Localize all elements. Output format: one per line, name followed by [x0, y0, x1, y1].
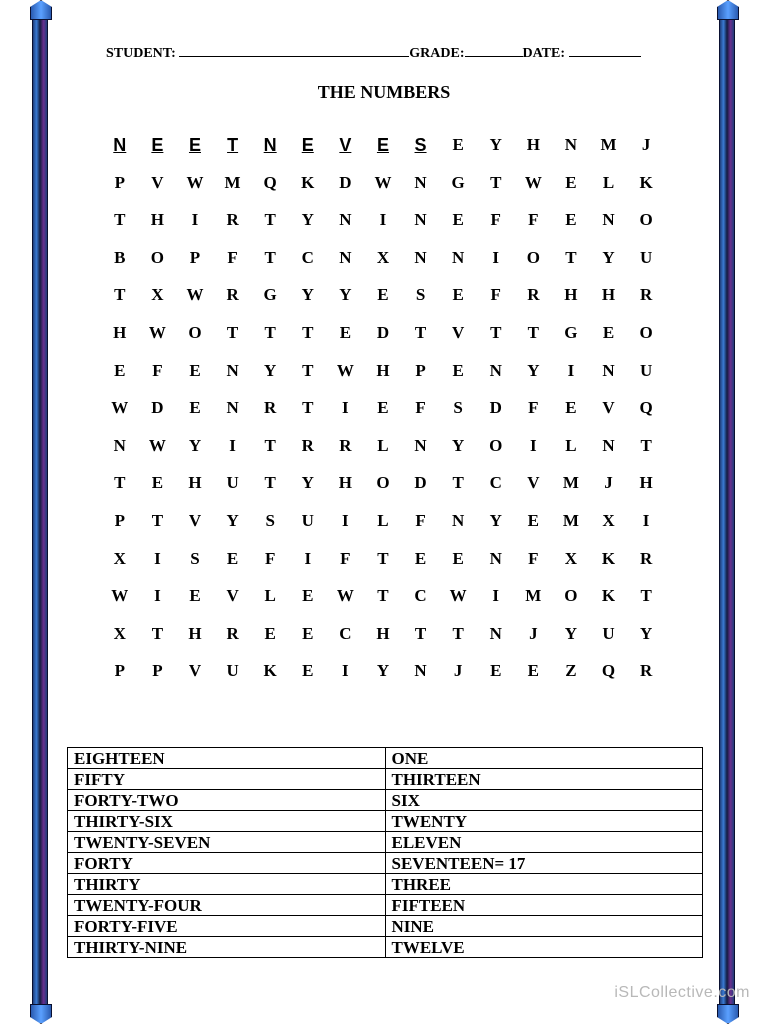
grid-letter[interactable]: N	[602, 210, 615, 230]
grid-letter[interactable]: J	[604, 473, 613, 493]
grid-letter[interactable]: M	[224, 172, 241, 192]
grid-letter[interactable]: R	[639, 661, 653, 681]
grid-letter[interactable]: T	[565, 247, 577, 267]
grid-letter[interactable]: V	[452, 322, 465, 342]
grid-letter[interactable]: E	[339, 322, 352, 342]
student-name-blank[interactable]	[179, 44, 409, 57]
grid-letter[interactable]: C	[339, 623, 352, 643]
grid-letter[interactable]: I	[191, 210, 199, 230]
grid-letter[interactable]: E	[302, 623, 314, 643]
grid-letter[interactable]: E	[527, 661, 539, 681]
grid-letter[interactable]: Y	[489, 135, 502, 154]
grid-letter[interactable]: O	[489, 435, 503, 455]
word-cell: TWENTY	[385, 811, 703, 832]
word-cell: TWENTY-FOUR	[68, 895, 386, 916]
grid-letter[interactable]: H	[376, 623, 390, 643]
grid-letter[interactable]: D	[339, 172, 352, 192]
grid-letter[interactable]: D	[376, 322, 390, 342]
grid-letter[interactable]: I	[642, 510, 650, 530]
grid-letter[interactable]: F	[528, 548, 539, 568]
grid-letter[interactable]: N	[414, 435, 427, 455]
word-cell: THREE	[385, 874, 703, 895]
grid-letter[interactable]: G	[564, 322, 578, 342]
word-cell: TWENTY-SEVEN	[68, 832, 386, 853]
grid-letter[interactable]: S	[415, 285, 426, 305]
grade-label: GRADE:	[409, 46, 465, 61]
grid-letter[interactable]: D	[414, 473, 427, 493]
grid-row	[101, 391, 665, 429]
grid-row	[101, 166, 665, 204]
grid-letter[interactable]: T	[452, 473, 464, 493]
grid-letter[interactable]: Q	[263, 172, 277, 192]
grid-letter[interactable]: T	[640, 435, 652, 455]
word-search-grid	[101, 128, 665, 692]
table-row	[68, 790, 703, 811]
grid-letter[interactable]: L	[377, 510, 389, 530]
grid-letter[interactable]: T	[226, 322, 239, 342]
word-cell: THIRTY-SIX	[68, 811, 386, 832]
grid-letter[interactable]: F	[528, 398, 539, 418]
grid-letter[interactable]: N	[489, 360, 502, 380]
grid-letter[interactable]: Y	[301, 210, 314, 230]
grid-letter[interactable]: E	[565, 398, 577, 418]
grid-letter[interactable]: E	[302, 586, 314, 606]
watermark: iSLCollective.com	[614, 984, 750, 1001]
grid-letter[interactable]: T	[151, 623, 164, 643]
grid-letter[interactable]: E	[189, 586, 201, 606]
grid-letter[interactable]: O	[639, 322, 653, 342]
grid-letter[interactable]: Q	[601, 661, 616, 681]
grid-letter[interactable]: G	[451, 172, 465, 192]
grid-row	[101, 203, 665, 241]
grid-letter[interactable]: E	[189, 398, 201, 418]
grid-letter[interactable]: W	[374, 172, 392, 192]
word-cell: FORTY-TWO	[68, 790, 386, 811]
word-cell: NINE	[385, 916, 703, 937]
grid-letter[interactable]: Y	[188, 435, 202, 455]
grid-letter[interactable]: N	[339, 210, 352, 230]
grid-letter[interactable]: U	[226, 473, 239, 493]
table-row	[68, 832, 703, 853]
grid-letter[interactable]: V	[339, 135, 352, 155]
word-cell: FIFTEEN	[385, 895, 703, 916]
grid-letter[interactable]: J	[453, 661, 463, 681]
word-cell: ONE	[385, 748, 703, 769]
left-decorative-border	[32, 0, 48, 1024]
grid-letter[interactable]: I	[229, 435, 236, 455]
grid-letter[interactable]: H	[564, 285, 578, 305]
grid-letter[interactable]: Y	[452, 435, 465, 455]
table-row	[68, 916, 703, 937]
grid-letter[interactable]: N	[564, 135, 578, 154]
grid-letter[interactable]: N	[226, 360, 239, 380]
grid-letter[interactable]: K	[601, 586, 616, 606]
grid-letter[interactable]: F	[490, 210, 501, 230]
grid-letter[interactable]: E	[602, 322, 615, 342]
grid-letter[interactable]: O	[639, 210, 653, 230]
grid-letter[interactable]: H	[188, 623, 202, 643]
grid-letter[interactable]: U	[301, 510, 314, 530]
grid-letter[interactable]: V	[151, 172, 164, 192]
word-cell: FIFTY	[68, 769, 386, 790]
grid-letter[interactable]: T	[302, 398, 314, 418]
grid-letter[interactable]: M	[562, 473, 579, 493]
grid-row	[101, 429, 665, 467]
grid-letter[interactable]: O	[376, 473, 390, 493]
grid-letter[interactable]: Y	[301, 285, 314, 305]
grid-letter[interactable]: E	[264, 623, 276, 643]
grid-letter[interactable]: N	[226, 398, 239, 418]
grid-letter[interactable]: T	[490, 322, 502, 342]
grid-letter[interactable]: M	[525, 586, 542, 606]
grid-letter[interactable]: E	[151, 135, 164, 155]
word-cell: THIRTEEN	[385, 769, 703, 790]
grid-letter[interactable]: W	[111, 586, 129, 606]
grid-letter[interactable]: U	[639, 360, 653, 380]
grid-letter[interactable]: X	[564, 548, 578, 568]
grid-row	[101, 466, 665, 504]
grid-letter[interactable]: H	[150, 210, 164, 230]
grid-row	[101, 354, 665, 392]
grid-letter[interactable]: N	[452, 510, 465, 530]
grid-letter[interactable]: R	[639, 285, 653, 305]
grid-letter[interactable]: I	[342, 510, 349, 530]
grid-letter[interactable]: E	[377, 398, 389, 418]
grid-letter[interactable]: S	[265, 510, 275, 530]
grid-letter[interactable]: E	[565, 172, 577, 192]
table-row	[68, 937, 703, 958]
grid-letter[interactable]: I	[342, 398, 349, 418]
grid-letter[interactable]: I	[304, 548, 312, 568]
grid-letter[interactable]: H	[376, 360, 390, 380]
grid-row	[101, 617, 665, 655]
grid-letter[interactable]: U	[602, 623, 615, 643]
grid-letter[interactable]: E	[565, 210, 577, 230]
grid-letter[interactable]: E	[452, 360, 464, 380]
table-row	[68, 748, 703, 769]
grid-letter[interactable]: K	[639, 172, 653, 192]
grid-letter[interactable]: Y	[301, 473, 314, 493]
grid-letter[interactable]: N	[414, 661, 427, 681]
grid-letter[interactable]: R	[264, 398, 277, 418]
grade-blank[interactable]	[465, 44, 523, 57]
table-row	[68, 895, 703, 916]
grid-letter[interactable]: V	[226, 586, 239, 606]
word-cell: FORTY	[68, 853, 386, 874]
grid-letter[interactable]: X	[376, 247, 390, 267]
grid-letter[interactable]: I	[567, 360, 575, 380]
grid-row	[101, 504, 665, 542]
grid-letter[interactable]: T	[490, 172, 502, 192]
grid-letter[interactable]: U	[226, 661, 239, 681]
word-cell: SIX	[385, 790, 703, 811]
word-cell: ELEVEN	[385, 832, 703, 853]
grid-letter[interactable]: O	[188, 322, 202, 342]
grid-letter[interactable]: T	[114, 210, 126, 230]
grid-letter[interactable]: R	[527, 285, 540, 305]
grid-letter[interactable]: H	[526, 135, 540, 154]
grid-letter[interactable]: F	[490, 285, 501, 305]
grid-letter[interactable]: H	[601, 285, 616, 305]
grid-letter[interactable]: V	[527, 473, 540, 493]
word-cell: THIRTY-NINE	[68, 937, 386, 958]
grid-letter[interactable]: X	[151, 285, 164, 305]
grid-letter[interactable]: E	[452, 135, 464, 154]
grid-letter[interactable]: X	[113, 623, 126, 643]
grid-letter[interactable]: C	[301, 247, 314, 267]
grid-letter[interactable]: O	[150, 247, 164, 267]
grid-letter[interactable]: T	[377, 586, 389, 606]
grid-letter[interactable]: D	[489, 398, 502, 418]
student-label: STUDENT:	[106, 46, 176, 61]
word-cell: TWELVE	[385, 937, 703, 958]
grid-letter[interactable]: E	[452, 210, 464, 230]
grid-letter[interactable]: H	[639, 473, 653, 493]
grid-letter[interactable]: C	[414, 586, 427, 606]
grid-letter[interactable]: Y	[489, 510, 502, 530]
grid-letter[interactable]: O	[564, 586, 578, 606]
grid-letter[interactable]: T	[264, 210, 276, 230]
date-blank[interactable]	[569, 44, 641, 57]
grid-letter[interactable]: W	[186, 285, 204, 305]
grid-letter[interactable]: P	[415, 360, 426, 380]
grid-letter[interactable]: Y	[564, 623, 578, 643]
grid-row	[101, 542, 665, 580]
page-title: THE NUMBERS	[317, 82, 451, 102]
table-row	[68, 769, 703, 790]
right-decorative-border	[719, 0, 735, 1024]
grid-letter[interactable]: T	[264, 322, 276, 342]
grid-letter[interactable]: R	[226, 285, 239, 305]
grid-letter[interactable]: F	[152, 360, 163, 380]
word-list-table	[67, 747, 703, 958]
word-cell: EIGHTEEN	[68, 748, 386, 769]
grid-letter[interactable]: Q	[639, 398, 653, 418]
grid-letter[interactable]: N	[489, 623, 502, 643]
grid-row	[101, 278, 665, 316]
grid-letter[interactable]: L	[377, 435, 389, 455]
word-cell: FORTY-FIVE	[68, 916, 386, 937]
grid-letter[interactable]: C	[489, 473, 502, 493]
grid-letter[interactable]: T	[527, 322, 539, 342]
student-info-line	[106, 44, 666, 62]
grid-letter[interactable]: N	[452, 247, 465, 267]
grid-letter[interactable]: Y	[376, 661, 390, 681]
grid-letter[interactable]: E	[527, 510, 539, 530]
grid-letter[interactable]: N	[339, 247, 352, 267]
grid-letter[interactable]: W	[336, 360, 354, 380]
grid-letter[interactable]: S	[414, 135, 427, 155]
grid-letter[interactable]: E	[376, 135, 389, 155]
grid-letter[interactable]: M	[600, 135, 617, 154]
grid-letter[interactable]: R	[226, 210, 239, 230]
table-row	[68, 853, 703, 874]
grid-letter[interactable]: N	[489, 548, 502, 568]
grid-letter[interactable]: N	[602, 435, 615, 455]
grid-letter[interactable]: E	[452, 548, 464, 568]
grid-letter[interactable]: H	[188, 473, 202, 493]
grid-letter[interactable]: T	[452, 623, 464, 643]
grid-letter[interactable]: R	[639, 548, 653, 568]
grid-letter[interactable]: K	[263, 661, 277, 681]
grid-letter[interactable]: N	[414, 172, 427, 192]
grid-letter[interactable]: W	[148, 322, 166, 342]
grid-letter[interactable]: N	[263, 135, 277, 155]
grid-letter[interactable]: T	[114, 473, 126, 493]
grid-letter[interactable]: T	[264, 247, 276, 267]
grid-letter[interactable]: N	[414, 247, 427, 267]
grid-letter[interactable]: V	[188, 661, 202, 681]
grid-letter[interactable]: Y	[226, 510, 239, 530]
grid-letter[interactable]: I	[530, 435, 537, 455]
grid-letter[interactable]: P	[152, 661, 163, 681]
grid-letter[interactable]: E	[377, 285, 389, 305]
grid-letter[interactable]: D	[151, 398, 164, 418]
grid-letter[interactable]: F	[264, 548, 276, 568]
grid-letter[interactable]: E	[414, 548, 427, 568]
grid-letter[interactable]: I	[379, 210, 387, 230]
grid-letter[interactable]: I	[154, 586, 161, 606]
grid-letter[interactable]: F	[415, 398, 426, 418]
grid-letter[interactable]: V	[188, 510, 202, 530]
grid-letter[interactable]: S	[453, 398, 463, 418]
grid-letter[interactable]: M	[562, 510, 579, 530]
grid-letter[interactable]: N	[602, 360, 615, 380]
grid-letter[interactable]: E	[151, 473, 164, 493]
word-cell: THIRTY	[68, 874, 386, 895]
grid-letter[interactable]: R	[301, 435, 314, 455]
word-cell: SEVENTEEN= 17	[385, 853, 703, 874]
grid-letter[interactable]: O	[526, 247, 540, 267]
grid-letter[interactable]: I	[492, 247, 500, 267]
grid-letter[interactable]: T	[151, 510, 164, 530]
grid-letter[interactable]: P	[189, 247, 201, 267]
grid-letter[interactable]: F	[528, 210, 539, 230]
grid-letter[interactable]: H	[113, 322, 127, 342]
grid-letter[interactable]: J	[641, 135, 651, 154]
grid-letter[interactable]: H	[338, 473, 352, 493]
grid-letter[interactable]: E	[226, 548, 239, 568]
grid-letter[interactable]: J	[529, 623, 538, 643]
grid-letter[interactable]: T	[414, 322, 427, 342]
grid-letter[interactable]: W	[148, 435, 166, 455]
grid-letter[interactable]: E	[490, 661, 502, 681]
grid-letter[interactable]: T	[414, 623, 427, 643]
grid-letter[interactable]: K	[301, 172, 315, 192]
grid-letter[interactable]: T	[264, 435, 276, 455]
table-row	[68, 874, 703, 895]
grid-row	[101, 654, 665, 692]
grid-letter[interactable]: X	[602, 510, 615, 530]
grid-row	[101, 579, 665, 617]
grid-letter[interactable]: I	[154, 548, 161, 568]
grid-letter[interactable]: N	[414, 210, 427, 230]
grid-letter[interactable]: Y	[264, 360, 277, 380]
grid-letter[interactable]: Y	[527, 360, 540, 380]
grid-letter[interactable]: L	[602, 172, 615, 192]
grid-letter[interactable]: P	[114, 172, 125, 192]
grid-letter[interactable]: W	[186, 172, 204, 192]
grid-letter[interactable]: T	[114, 285, 126, 305]
grid-letter[interactable]: W	[111, 398, 129, 418]
grid-letter[interactable]: T	[227, 135, 239, 155]
grid-letter[interactable]: E	[301, 135, 314, 155]
grid-letter[interactable]: V	[602, 398, 615, 418]
grid-letter[interactable]: R	[226, 623, 239, 643]
grid-letter[interactable]: Y	[602, 247, 615, 267]
grid-letter[interactable]: K	[601, 548, 616, 568]
grid-letter[interactable]: R	[339, 435, 352, 455]
grid-letter[interactable]: Z	[565, 661, 577, 681]
grid-row	[101, 128, 665, 166]
grid-letter[interactable]: B	[114, 247, 126, 267]
grid-letter[interactable]: L	[264, 586, 276, 606]
grid-letter[interactable]: X	[113, 548, 126, 568]
grid-letter[interactable]: E	[302, 661, 314, 681]
grid-letter[interactable]: N	[113, 135, 127, 155]
grid-letter[interactable]: I	[342, 661, 349, 681]
grid-row	[101, 316, 665, 354]
grid-letter[interactable]: Y	[639, 623, 653, 643]
grid-letter[interactable]: U	[639, 247, 653, 267]
table-row	[68, 811, 703, 832]
grid-letter[interactable]: W	[524, 172, 542, 192]
grid-letter[interactable]: P	[114, 510, 125, 530]
grid-letter[interactable]: F	[415, 510, 426, 530]
grid-letter[interactable]: T	[302, 360, 314, 380]
grid-letter[interactable]: W	[336, 586, 354, 606]
grid-letter[interactable]: G	[263, 285, 277, 305]
grid-letter[interactable]: E	[189, 360, 201, 380]
grid-letter[interactable]: W	[449, 586, 467, 606]
grid-letter[interactable]: L	[565, 435, 577, 455]
grid-row	[101, 241, 665, 279]
grid-letter[interactable]: E	[188, 135, 201, 155]
grid-letter[interactable]: T	[302, 322, 314, 342]
grid-letter[interactable]: F	[340, 548, 351, 568]
grid-letter[interactable]: T	[640, 586, 652, 606]
grid-letter[interactable]: T	[264, 473, 276, 493]
grid-letter[interactable]: F	[227, 247, 238, 267]
grid-letter[interactable]: E	[114, 360, 126, 380]
grid-letter[interactable]: T	[377, 548, 389, 568]
grid-letter[interactable]: I	[492, 586, 500, 606]
date-label: DATE:	[522, 46, 566, 61]
grid-letter[interactable]: S	[190, 548, 200, 568]
grid-letter[interactable]: E	[452, 285, 464, 305]
grid-letter[interactable]: N	[113, 435, 126, 455]
grid-letter[interactable]: Y	[339, 285, 352, 305]
grid-letter[interactable]: P	[114, 661, 125, 681]
